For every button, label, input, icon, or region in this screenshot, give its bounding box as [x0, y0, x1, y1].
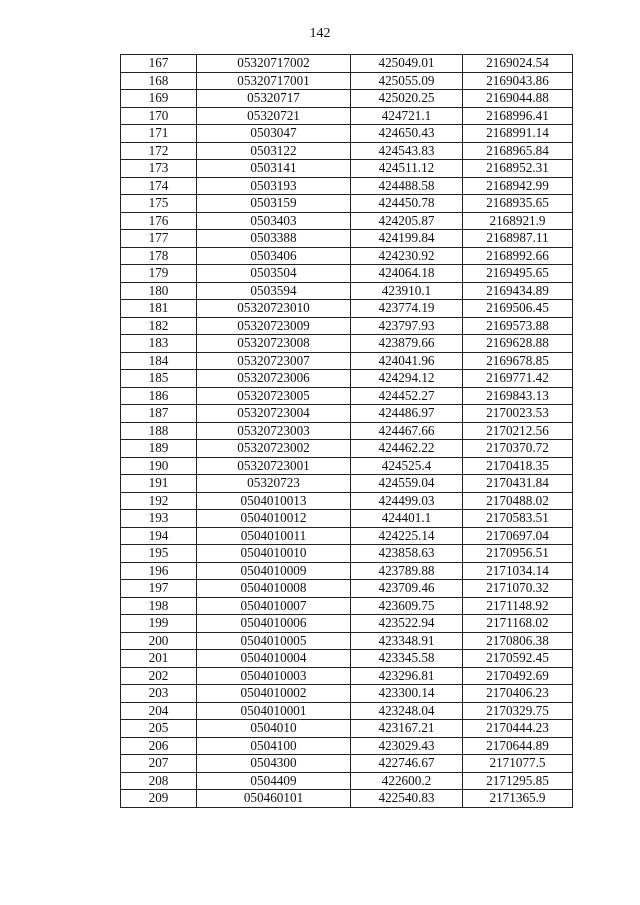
- point-id-cell: 05320723009: [197, 317, 351, 335]
- point-number-cell: 200: [121, 632, 197, 650]
- y-coordinate-cell: 2169843.13: [463, 387, 573, 405]
- y-coordinate-cell: 2168996.41: [463, 107, 573, 125]
- point-id-cell: 0504010009: [197, 562, 351, 580]
- y-coordinate-cell: 2170492.69: [463, 667, 573, 685]
- x-coordinate-cell: 424486.97: [351, 405, 463, 423]
- table-row: [121, 562, 573, 580]
- x-coordinate-cell: 422540.83: [351, 790, 463, 808]
- point-number-cell: 178: [121, 247, 197, 265]
- point-number-cell: 187: [121, 405, 197, 423]
- x-coordinate-cell: 423348.91: [351, 632, 463, 650]
- x-coordinate-cell: 424401.1: [351, 510, 463, 528]
- x-coordinate-cell: 424467.66: [351, 422, 463, 440]
- table-row: [121, 422, 573, 440]
- point-number-cell: 207: [121, 755, 197, 773]
- point-id-cell: 0503594: [197, 282, 351, 300]
- point-number-cell: 175: [121, 195, 197, 213]
- y-coordinate-cell: 2171295.85: [463, 772, 573, 790]
- point-id-cell: 0504010002: [197, 685, 351, 703]
- y-coordinate-cell: 2169678.85: [463, 352, 573, 370]
- y-coordinate-cell: 2169434.89: [463, 282, 573, 300]
- table-row: [121, 317, 573, 335]
- point-id-cell: 0504010: [197, 720, 351, 738]
- point-number-cell: 191: [121, 475, 197, 493]
- y-coordinate-cell: 2168935.65: [463, 195, 573, 213]
- point-id-cell: 0503504: [197, 265, 351, 283]
- table-row: [121, 510, 573, 528]
- point-id-cell: 0504010003: [197, 667, 351, 685]
- table-row: [121, 282, 573, 300]
- point-id-cell: 0503193: [197, 177, 351, 195]
- x-coordinate-cell: 423345.58: [351, 650, 463, 668]
- point-id-cell: 0503406: [197, 247, 351, 265]
- point-number-cell: 201: [121, 650, 197, 668]
- point-number-cell: 188: [121, 422, 197, 440]
- point-id-cell: 05320723004: [197, 405, 351, 423]
- point-number-cell: 177: [121, 230, 197, 248]
- table-row: [121, 685, 573, 703]
- point-id-cell: 05320721: [197, 107, 351, 125]
- point-id-cell: 0504010008: [197, 580, 351, 598]
- point-number-cell: 195: [121, 545, 197, 563]
- table-row: [121, 720, 573, 738]
- point-number-cell: 181: [121, 300, 197, 318]
- y-coordinate-cell: 2170592.45: [463, 650, 573, 668]
- y-coordinate-cell: 2170418.35: [463, 457, 573, 475]
- y-coordinate-cell: 2170806.38: [463, 632, 573, 650]
- x-coordinate-cell: 423248.04: [351, 702, 463, 720]
- table-row: [121, 247, 573, 265]
- point-number-cell: 202: [121, 667, 197, 685]
- point-number-cell: 184: [121, 352, 197, 370]
- point-number-cell: 205: [121, 720, 197, 738]
- x-coordinate-cell: 424199.84: [351, 230, 463, 248]
- x-coordinate-cell: 425049.01: [351, 55, 463, 73]
- point-id-cell: 0504409: [197, 772, 351, 790]
- table-row: [121, 125, 573, 143]
- point-number-cell: 176: [121, 212, 197, 230]
- x-coordinate-cell: 423879.66: [351, 335, 463, 353]
- table-row: [121, 230, 573, 248]
- table-row: [121, 142, 573, 160]
- point-id-cell: 0503047: [197, 125, 351, 143]
- y-coordinate-cell: 2171365.9: [463, 790, 573, 808]
- table-row: [121, 72, 573, 90]
- y-coordinate-cell: 2170212.56: [463, 422, 573, 440]
- point-id-cell: 0504010013: [197, 492, 351, 510]
- x-coordinate-cell: 423774.19: [351, 300, 463, 318]
- y-coordinate-cell: 2170488.02: [463, 492, 573, 510]
- x-coordinate-cell: 424525.4: [351, 457, 463, 475]
- x-coordinate-cell: 424205.87: [351, 212, 463, 230]
- table-row: [121, 300, 573, 318]
- table-row: [121, 405, 573, 423]
- x-coordinate-cell: 424225.14: [351, 527, 463, 545]
- point-id-cell: 05320723006: [197, 370, 351, 388]
- point-id-cell: 05320723007: [197, 352, 351, 370]
- x-coordinate-cell: 424488.58: [351, 177, 463, 195]
- x-coordinate-cell: 423167.21: [351, 720, 463, 738]
- point-id-cell: 05320723: [197, 475, 351, 493]
- table-row: [121, 790, 573, 808]
- y-coordinate-cell: 2170444.23: [463, 720, 573, 738]
- point-number-cell: 203: [121, 685, 197, 703]
- point-id-cell: 0504010006: [197, 615, 351, 633]
- point-number-cell: 173: [121, 160, 197, 178]
- coordinates-table-body: [121, 55, 573, 808]
- y-coordinate-cell: 2168952.31: [463, 160, 573, 178]
- y-coordinate-cell: 2170431.84: [463, 475, 573, 493]
- point-id-cell: 05320717: [197, 90, 351, 108]
- point-id-cell: 0504010011: [197, 527, 351, 545]
- point-id-cell: 0504010012: [197, 510, 351, 528]
- table-row: [121, 90, 573, 108]
- table-row: [121, 702, 573, 720]
- y-coordinate-cell: 2171034.14: [463, 562, 573, 580]
- point-id-cell: 05320723008: [197, 335, 351, 353]
- x-coordinate-cell: 423522.94: [351, 615, 463, 633]
- table-row: [121, 527, 573, 545]
- y-coordinate-cell: 2168965.84: [463, 142, 573, 160]
- point-id-cell: 0503159: [197, 195, 351, 213]
- table-row: [121, 352, 573, 370]
- x-coordinate-cell: 422746.67: [351, 755, 463, 773]
- y-coordinate-cell: 2170329.75: [463, 702, 573, 720]
- point-number-cell: 190: [121, 457, 197, 475]
- y-coordinate-cell: 2169573.88: [463, 317, 573, 335]
- y-coordinate-cell: 2170406.23: [463, 685, 573, 703]
- x-coordinate-cell: 424452.27: [351, 387, 463, 405]
- x-coordinate-cell: 423858.63: [351, 545, 463, 563]
- point-number-cell: 186: [121, 387, 197, 405]
- x-coordinate-cell: 423797.93: [351, 317, 463, 335]
- table-row: [121, 632, 573, 650]
- point-number-cell: 179: [121, 265, 197, 283]
- x-coordinate-cell: 424499.03: [351, 492, 463, 510]
- y-coordinate-cell: 2168942.99: [463, 177, 573, 195]
- point-number-cell: 180: [121, 282, 197, 300]
- point-id-cell: 0504010005: [197, 632, 351, 650]
- x-coordinate-cell: 423296.81: [351, 667, 463, 685]
- table-row: [121, 387, 573, 405]
- point-number-cell: 174: [121, 177, 197, 195]
- x-coordinate-cell: 423910.1: [351, 282, 463, 300]
- table-row: [121, 597, 573, 615]
- y-coordinate-cell: 2168992.66: [463, 247, 573, 265]
- y-coordinate-cell: 2170023.53: [463, 405, 573, 423]
- x-coordinate-cell: 423609.75: [351, 597, 463, 615]
- x-coordinate-cell: 424559.04: [351, 475, 463, 493]
- point-id-cell: 0504010007: [197, 597, 351, 615]
- point-number-cell: 183: [121, 335, 197, 353]
- coordinates-table: [120, 54, 573, 808]
- y-coordinate-cell: 2170370.72: [463, 440, 573, 458]
- y-coordinate-cell: 2169024.54: [463, 55, 573, 73]
- point-number-cell: 167: [121, 55, 197, 73]
- table-row: [121, 335, 573, 353]
- y-coordinate-cell: 2171148.92: [463, 597, 573, 615]
- point-id-cell: 050460101: [197, 790, 351, 808]
- table-row: [121, 457, 573, 475]
- point-id-cell: 0504010001: [197, 702, 351, 720]
- point-id-cell: 0504010004: [197, 650, 351, 668]
- point-id-cell: 05320723001: [197, 457, 351, 475]
- y-coordinate-cell: 2168987.11: [463, 230, 573, 248]
- table-row: [121, 772, 573, 790]
- y-coordinate-cell: 2169495.65: [463, 265, 573, 283]
- x-coordinate-cell: 423789.88: [351, 562, 463, 580]
- table-row: [121, 440, 573, 458]
- x-coordinate-cell: 424064.18: [351, 265, 463, 283]
- y-coordinate-cell: 2169043.86: [463, 72, 573, 90]
- table-row: [121, 475, 573, 493]
- point-number-cell: 194: [121, 527, 197, 545]
- point-number-cell: 197: [121, 580, 197, 598]
- x-coordinate-cell: 423300.14: [351, 685, 463, 703]
- y-coordinate-cell: 2170697.04: [463, 527, 573, 545]
- table-row: [121, 580, 573, 598]
- table-row: [121, 107, 573, 125]
- y-coordinate-cell: 2171077.5: [463, 755, 573, 773]
- point-id-cell: 0503141: [197, 160, 351, 178]
- point-number-cell: 172: [121, 142, 197, 160]
- point-number-cell: 193: [121, 510, 197, 528]
- point-id-cell: 05320723010: [197, 300, 351, 318]
- point-id-cell: 0504300: [197, 755, 351, 773]
- table-row: [121, 667, 573, 685]
- y-coordinate-cell: 2169628.88: [463, 335, 573, 353]
- point-number-cell: 204: [121, 702, 197, 720]
- x-coordinate-cell: 423029.43: [351, 737, 463, 755]
- x-coordinate-cell: 422600.2: [351, 772, 463, 790]
- y-coordinate-cell: 2168921.9: [463, 212, 573, 230]
- y-coordinate-cell: 2171168.02: [463, 615, 573, 633]
- table-row: [121, 177, 573, 195]
- x-coordinate-cell: 425055.09: [351, 72, 463, 90]
- x-coordinate-cell: 424721.1: [351, 107, 463, 125]
- x-coordinate-cell: 424294.12: [351, 370, 463, 388]
- point-number-cell: 206: [121, 737, 197, 755]
- table-row: [121, 755, 573, 773]
- point-number-cell: 198: [121, 597, 197, 615]
- y-coordinate-cell: 2170644.89: [463, 737, 573, 755]
- point-number-cell: 189: [121, 440, 197, 458]
- point-number-cell: 209: [121, 790, 197, 808]
- x-coordinate-cell: 424230.92: [351, 247, 463, 265]
- table-row: [121, 650, 573, 668]
- y-coordinate-cell: 2169506.45: [463, 300, 573, 318]
- table-row: [121, 615, 573, 633]
- point-id-cell: 0504100: [197, 737, 351, 755]
- point-number-cell: 185: [121, 370, 197, 388]
- point-id-cell: 0503388: [197, 230, 351, 248]
- point-id-cell: 0504010010: [197, 545, 351, 563]
- point-id-cell: 05320723003: [197, 422, 351, 440]
- point-number-cell: 196: [121, 562, 197, 580]
- y-coordinate-cell: 2168991.14: [463, 125, 573, 143]
- point-id-cell: 05320723002: [197, 440, 351, 458]
- point-number-cell: 169: [121, 90, 197, 108]
- point-number-cell: 182: [121, 317, 197, 335]
- x-coordinate-cell: 424041.96: [351, 352, 463, 370]
- y-coordinate-cell: 2171070.32: [463, 580, 573, 598]
- point-id-cell: 0503122: [197, 142, 351, 160]
- x-coordinate-cell: 424450.78: [351, 195, 463, 213]
- table-row: [121, 370, 573, 388]
- point-number-cell: 168: [121, 72, 197, 90]
- point-number-cell: 170: [121, 107, 197, 125]
- table-row: [121, 55, 573, 73]
- x-coordinate-cell: 423709.46: [351, 580, 463, 598]
- table-row: [121, 545, 573, 563]
- point-id-cell: 05320717001: [197, 72, 351, 90]
- table-row: [121, 265, 573, 283]
- point-number-cell: 192: [121, 492, 197, 510]
- page-number: 142: [309, 26, 331, 41]
- point-id-cell: 05320723005: [197, 387, 351, 405]
- y-coordinate-cell: 2169044.88: [463, 90, 573, 108]
- point-id-cell: 05320717002: [197, 55, 351, 73]
- y-coordinate-cell: 2169771.42: [463, 370, 573, 388]
- x-coordinate-cell: 424462.22: [351, 440, 463, 458]
- table-row: [121, 492, 573, 510]
- point-number-cell: 199: [121, 615, 197, 633]
- x-coordinate-cell: 425020.25: [351, 90, 463, 108]
- point-number-cell: 171: [121, 125, 197, 143]
- x-coordinate-cell: 424543.83: [351, 142, 463, 160]
- table-row: [121, 212, 573, 230]
- y-coordinate-cell: 2170956.51: [463, 545, 573, 563]
- point-number-cell: 208: [121, 772, 197, 790]
- x-coordinate-cell: 424650.43: [351, 125, 463, 143]
- x-coordinate-cell: 424511.12: [351, 160, 463, 178]
- point-id-cell: 0503403: [197, 212, 351, 230]
- table-row: [121, 160, 573, 178]
- y-coordinate-cell: 2170583.51: [463, 510, 573, 528]
- table-row: [121, 195, 573, 213]
- table-row: [121, 737, 573, 755]
